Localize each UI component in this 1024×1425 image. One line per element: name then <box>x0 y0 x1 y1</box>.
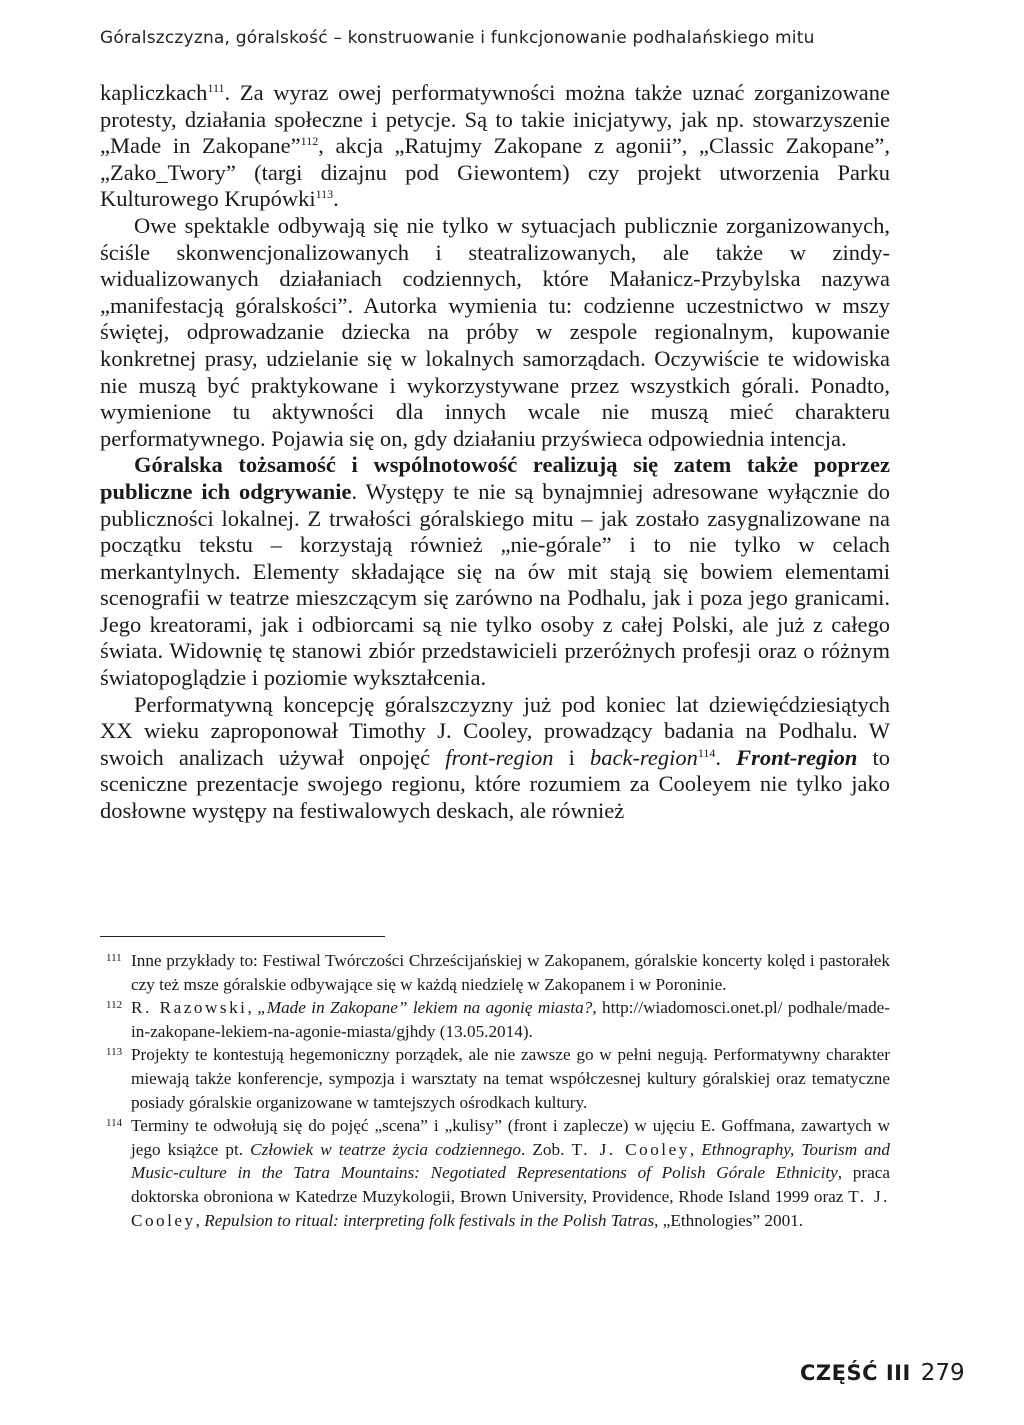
term-front-region-bold: Front-region <box>736 744 858 770</box>
author-name: T. J. Cooley <box>131 1186 890 1230</box>
cited-title: Ethnography, Tourism and Music-culture in the Tatra Mountains: Negotiated Representations of Polish Górale Ethnicity <box>131 1139 890 1183</box>
paragraph-2: Owe spektakle odbywają się nie tylko w sytuacjach publicznie zorganizowanych, ściśle skonwencjonalizowanych i steatralizowanych, ale także w zindywidualizowanych działaniach codziennych, które Małanicz-Przybylska nazywa „manifestacją góralskości”. Autorka wymienia tu: codzienne uczestnictwo w mszy świętej, odprowadzanie dziecka na próby w zespole regionalnym, kupowanie konkretnej prasy, udzielanie się w lokalnych samorządach. Oczywiście te widowiska nie muszą być praktykowane i wykorzystywane przez wszystkich górali. Ponadto, wymienione tu aktywności dla innych wcale nie muszą mieć charakteru performatywnego. Pojawia się on, gdy działaniu przyświeca odpowiednia intencja. <box>100 212 890 451</box>
cited-title: „Made in Zakopane” lekiem na agonię miasta? <box>257 998 593 1018</box>
citation-url: , http://wiadomosci.onet.pl/ podhale/made-in-zakopane-lekiem-na-agonie-miasta/gjhdy (13.05.2014). <box>131 998 891 1041</box>
footnotes <box>100 949 890 1232</box>
footnote-number: 113 <box>106 1046 123 1059</box>
footnote-number: 114 <box>106 1117 123 1130</box>
term-front-region: front-region <box>445 744 554 770</box>
paragraph-3: Góralska tożsamość i wspólnotowość realizują się zatem także poprzez publiczne ich odgrywanie. Występy te nie są bynajmniej adresowane wyłącznie do publiczności lokalnej. Z trwałości góralskiego mitu – jak zostało zasygnalizowane na początku tekstu – korzystają również „nie-górale” i to nie tylko w celach merkantylnych. Elementy składające się na ów mit stają się bowiem elementami scenografii w teatrze mieszczącym się zarówno na Podhalu, jak i poza jego granicami. Jego kreatorami, jak i odbiorcami są nie tylko osoby z całej Polski, ale już z całego świata. Widownię tę stanowi zbiór przedstawicieli przeróżnych profesji oraz o różnym światopoglądzie i poziomie wykształcenia. <box>100 452 890 691</box>
footnote-number: 112 <box>106 999 123 1012</box>
footnote-ref-111[interactable]: 111 <box>207 81 225 95</box>
running-header: Góralszczyzna, góralskość – konstruowanie i funkcjonowanie podhalańskiego mitu <box>100 28 815 48</box>
page-footer <box>800 1360 965 1386</box>
term-back-region: back-region <box>589 744 698 770</box>
author-name: T. J. Cooley <box>571 1139 690 1159</box>
footnote-number: 111 <box>106 952 122 964</box>
footnote-114: 114 Terminy te odwołują się do pojęć „scena” i „kulisy” (front i zaplecze) w ujęciu E. Goffmana, zawartych w jego książce pt. Człowiek w teatrze życia codziennego. Zob. T. J. Cooley, Ethnography, Tourism and Music-culture in the Tatra Mountains: Negotiated Representations of Polish Górale Ethnicity, praca doktorska obroniona w Katedrze Muzykologii, Brown University, Providence, Rhode Island 1999 oraz T. J. Cooley, Repulsion to ritual: interpreting folk festivals in the Polish Tatras, „Ethnologies” 2001. <box>100 1114 890 1232</box>
part-label: CZĘŚĆ III <box>800 1361 911 1385</box>
footnote-ref-112[interactable]: 112 <box>300 134 319 149</box>
paragraph-4: Performatywną koncepcję góralszczyzny już pod koniec lat dziewięćdziesiątych XX wieku zaproponował Timothy J. Cooley, prowadzący badania na Podhalu. W swoich analizach używał onpojęć front-region i back-region$^{114}$. Front-region to sceniczne prezentacje swojego regionu, które rozumiem za Cooleyem nie tylko jako dosłowne występy na festiwalowych deskach, ale również <box>100 691 890 824</box>
bold-emphasis: Góralska tożsamość i wspólnotowość realizują się zatem także poprzez publiczne ich odgrywanie <box>100 452 890 504</box>
page-number: 279 <box>920 1360 965 1386</box>
footnote-separator <box>100 936 385 937</box>
paragraph-1: kapliczkach$^{111}$. Za wyraz owej performatywności można także uznać zorganizowane protesty, działania społeczne i petycje. Są to takie inicjatywy, jak np. stowarzyszenie „Made in Zakopane”$^{112}$, akcja „Ratujmy Zakopane z agonii”, „Classic Zakopane”, „Zako_Twory” (targi dizajnu pod Giewontem) czy projekt utworzenia Parku Kulturowego Krupówki$^{113}$. <box>100 80 890 212</box>
cited-title: Człowiek w teatrze życia codziennego <box>250 1139 521 1159</box>
main-text <box>100 80 890 825</box>
footnote-ref-114[interactable]: 114 <box>697 745 716 760</box>
footnote-111: 111 Inne przykłady to: Festiwal Twórczości Chrześcijańskiej w Zakopanem, góralskie koncerty kolęd i pastorałek czy też msze góralskie odbywające się w każdą niedzielę w Zakopanem i w Poroninie. <box>100 949 890 996</box>
footnote-113: 113 Projekty te kontestują hegemoniczny porządek, ale nie zawsze go w pełni negują. Performatywny charakter miewają także konferencje, sympozja i warsztaty na temat współczesnej kultury góralskiej oraz tematyczne posiady góralskie organizowane w tamtejszych ośrodkach kultury. <box>100 1043 890 1114</box>
author-name: R. Razowski <box>131 998 248 1018</box>
footnote-ref-113[interactable]: 113 <box>315 187 334 202</box>
footnote-112: 112 R. Razowski, „Made in Zakopane” lekiem na agonię miasta?, http://wiadomosci.onet.pl/ podhale/made-in-zakopane-lekiem-na-agonie-miasta/gjhdy (13.05.2014). <box>100 996 890 1043</box>
cited-title: Repulsion to ritual: interpreting folk festivals in the Polish Tatras <box>204 1210 655 1230</box>
